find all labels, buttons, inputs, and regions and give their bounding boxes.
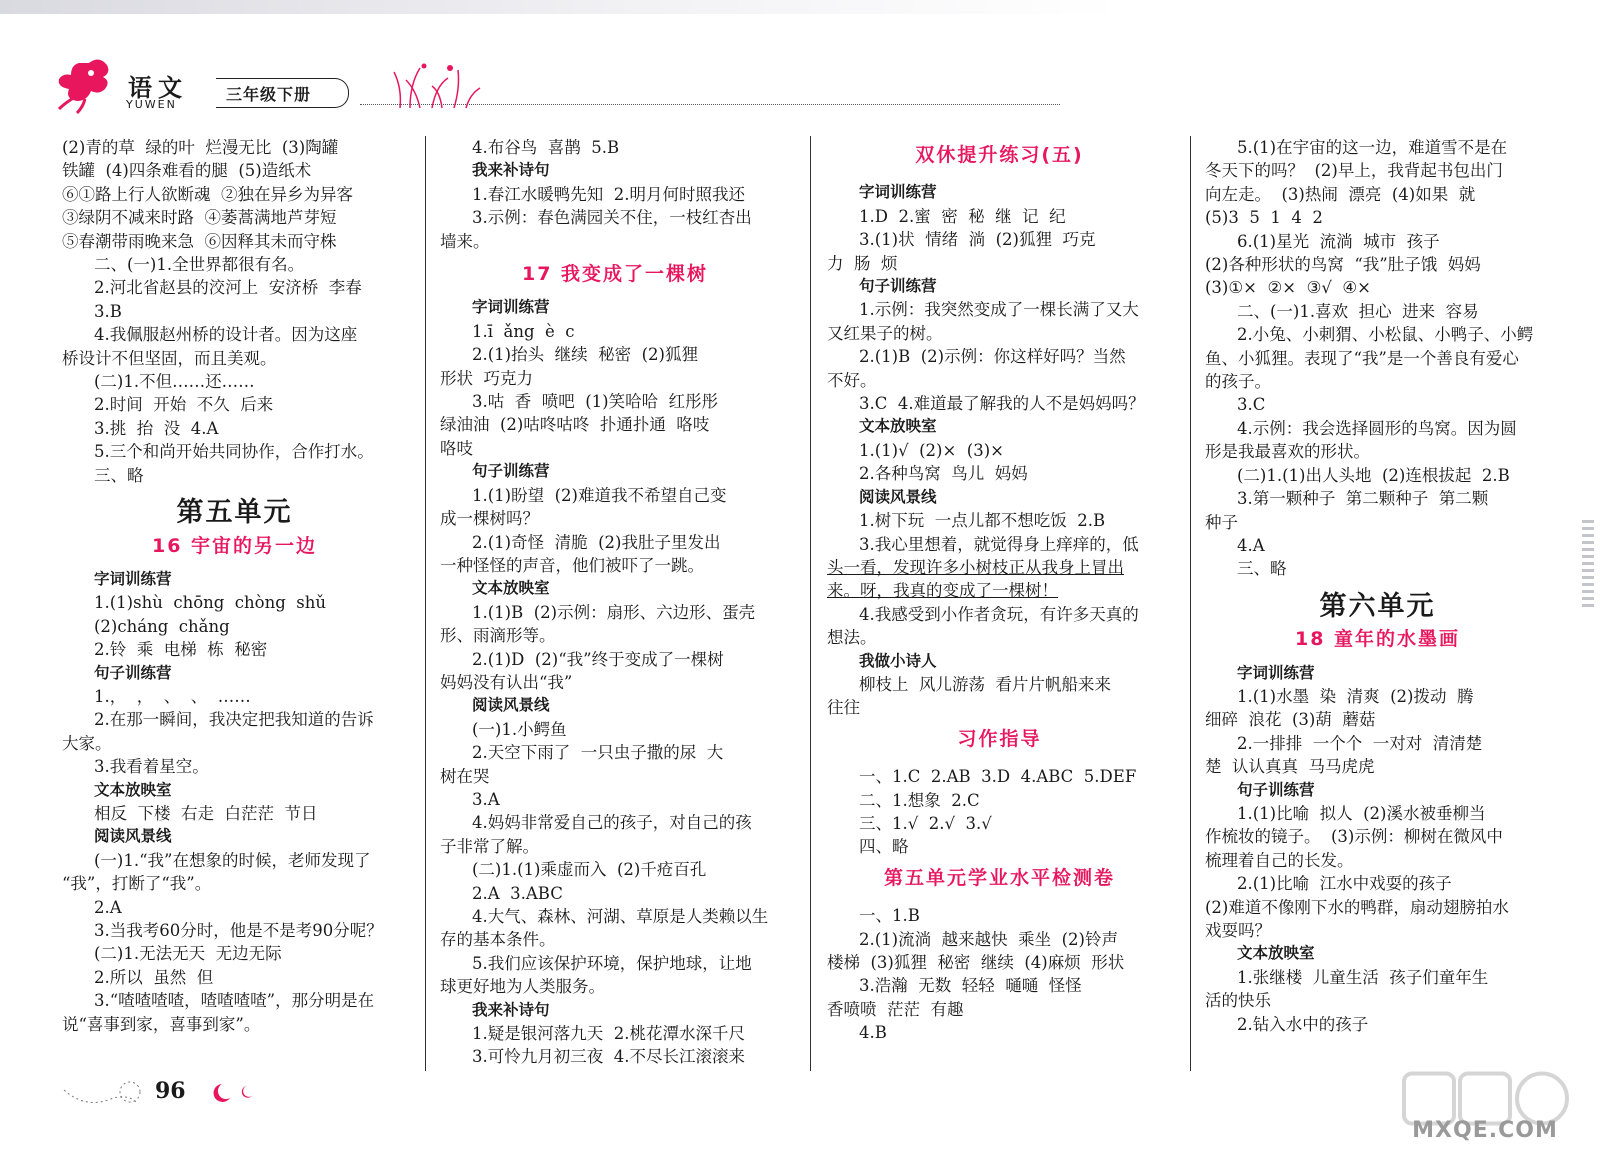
answer-line: 咯吱	[440, 438, 473, 458]
subsection-heading: 文本放映室	[472, 579, 550, 598]
answer-line: 形、雨滴形等。	[440, 626, 556, 646]
footer-swirl-icon	[62, 1070, 152, 1115]
answer-line: 3.可怜九月初三夜 4.不尽长江滚滚来	[472, 1047, 745, 1067]
watermark-url: MXQE.COM	[1412, 1118, 1558, 1143]
answer-line: 子非常了解。	[440, 836, 539, 856]
answer-line: 楼梯 (3)狐狸 秘密 继续 (4)麻烦 形状	[827, 953, 1125, 972]
answer-line: 又红果子的树。	[827, 323, 943, 343]
subsection-heading: 字词训练营	[859, 183, 937, 202]
answer-line: (2)cháng chǎng	[94, 616, 230, 636]
answer-line: 1.(1)B (2)示例：扇形、六边形、蛋壳	[472, 602, 756, 622]
answer-line: (二)1.(1)出人头地 (2)连根拔起 2.B	[1237, 465, 1510, 485]
answer-line: 4.我佩服赵州桥的设计者。因为这座	[94, 325, 358, 345]
answer-line: 2.各种鸟窝 鸟儿 妈妈	[859, 464, 1028, 484]
subsection-heading: 文本放映室	[859, 417, 937, 436]
moon-decoration-icon	[208, 1080, 268, 1104]
answer-line: 头一看，发现许多小树枝正从我身上冒出	[827, 557, 1124, 577]
subsection-heading: 阅读风景线	[472, 696, 550, 715]
answer-line: 1.ī ǎng è c	[472, 321, 575, 341]
answer-line: 香喷喷 茫茫 有趣	[827, 999, 964, 1019]
answer-line: 4.大气、森林、河湖、草原是人类赖以生	[472, 907, 769, 926]
answer-line: 3.浩瀚 无数 轻轻 嗵嗵 怪怪	[859, 976, 1082, 996]
column-divider	[1190, 136, 1191, 1071]
answer-line: 球更好地为人类服务。	[440, 977, 605, 997]
subsection-heading: 阅读风景线	[859, 487, 937, 506]
unit-heading: 第六单元	[1319, 590, 1436, 622]
answer-line: 3.B	[94, 301, 122, 321]
answer-line: 墙来。	[440, 231, 490, 251]
subsection-heading: 句子训练营	[1237, 780, 1315, 799]
answer-line: 铁罐 (4)四条难看的腿 (5)造纸术	[62, 161, 312, 181]
subsection-heading: 句子训练营	[94, 663, 172, 682]
answer-line: 2.(1)B (2)示例：你这样好吗？当然	[859, 347, 1126, 367]
lesson-heading: 17 我变成了一棵树	[521, 263, 709, 286]
answer-line: 2.铃 乘 电梯 栋 秘密	[94, 640, 268, 660]
answer-line: 3.当我考60分时，他是不是考90分呢？	[94, 921, 383, 940]
answer-line: 1.树下玩 一点儿都不想吃饭 2.B	[859, 511, 1106, 531]
column-divider	[810, 136, 811, 1071]
lesson-heading: 18 童年的水墨画	[1294, 628, 1461, 651]
answer-line: 1.， ， 、 、 ……	[94, 686, 251, 706]
answer-line: 2.天空下雨了 一只虫子撒的尿 大	[472, 743, 724, 763]
answer-line: 大家。	[62, 733, 112, 753]
answer-line: 4.布谷鸟 喜鹊 5.B	[472, 138, 620, 157]
answer-line: (2)青的草 绿的叶 烂漫无比 (3)陶罐	[62, 138, 339, 157]
answer-line: 一、1.C 2.AB 3.D 4.ABC 5.DEF	[859, 767, 1137, 787]
answer-line: ③绿阴不减来时路 ④萎蒿满地芦芽短	[62, 208, 337, 228]
answer-line: 3.第一颗种子 第二颗种子 第二颗	[1237, 489, 1489, 509]
answer-line: (一)1.“我”在想象的时候，老师发现了	[94, 850, 371, 870]
answer-line: 2.(1)D (2)“我”终于变成了一棵树	[472, 649, 724, 669]
answer-line: 2.A 3.ABC	[472, 883, 563, 903]
answer-line: 往往	[827, 698, 860, 718]
answer-line: (一)1.小鳄鱼	[472, 719, 567, 739]
answer-column-3	[827, 136, 1172, 1045]
subsection-heading: 字词训练营	[94, 569, 172, 588]
answer-column-2	[440, 136, 790, 1069]
answer-line: 3.咕 香 喷吧 (1)笑哈哈 红彤彤	[472, 392, 719, 412]
answer-line: 3.C 4.难道最了解我的人不是妈妈吗？	[859, 394, 1145, 414]
answer-line: 3.A	[472, 789, 500, 809]
grass-decoration-icon	[380, 60, 520, 110]
answer-line: 活的快乐	[1205, 991, 1271, 1011]
answer-line: (二)1.不但……还……	[94, 372, 255, 392]
answer-line: 3.示例：春色满园关不住，一枝红杏出	[472, 208, 752, 228]
answer-line: 2.时间 开始 不久 后来	[94, 395, 274, 415]
answer-line: 戏耍吗？	[1205, 921, 1271, 940]
answer-line: 绿油油 (2)咕咚咕咚 扑通扑通 咯吱	[440, 415, 710, 435]
answer-line: 2.小兔、小刺猬、小松鼠、小鸭子、小鳄	[1237, 325, 1534, 345]
answer-line: (2)难道不像刚下水的鸭群，扇动翅膀拍水	[1205, 897, 1509, 917]
page-edge-mark	[1582, 520, 1594, 610]
lesson-heading: 16 宇宙的另一边	[151, 534, 318, 557]
mascot-logo-icon	[55, 55, 125, 115]
answer-line: 不好。	[827, 370, 877, 390]
answer-line: 说“喜事到家，喜事到家”。	[62, 1014, 261, 1034]
answer-line: “我”，打断了“我”。	[62, 874, 212, 894]
subsection-heading: 文本放映室	[94, 780, 172, 799]
subsection-heading: 我做小诗人	[859, 651, 937, 670]
answer-line: (3)①× ②× ③√ ④×	[1205, 278, 1371, 298]
answer-line: 想法。	[827, 628, 877, 648]
answer-line: 相反 下楼 右走 白茫茫 节日	[94, 803, 318, 823]
answer-line: 4.A	[1237, 535, 1265, 555]
header-rule	[360, 104, 1060, 105]
answer-line: 向左走。 (3)热闹 漂亮 (4)如果 就	[1205, 184, 1476, 204]
answer-line: 1.疑是银河落九天 2.桃花潭水深千尺	[472, 1024, 745, 1044]
answer-line: 三、1.√ 2.√ 3.√	[859, 813, 992, 833]
answer-line: 三、略	[1237, 559, 1287, 579]
answer-line: 形状 巧克力	[440, 368, 533, 388]
subject-title: 语文	[128, 74, 188, 102]
answer-line: 1.(1)比喻 拟人 (2)溪水被垂柳当	[1237, 803, 1486, 823]
answer-line: 2.(1)比喻 江水中戏耍的孩子	[1237, 874, 1452, 894]
answer-line: (二)1.(1)乘虚而入 (2)千疮百孔	[472, 860, 707, 880]
answer-line: 成一棵树吗？	[440, 509, 539, 529]
answer-line: 2.A	[94, 897, 122, 917]
answer-line: 5.(1)在宇宙的这一边，难道雪不是在	[1237, 138, 1508, 157]
subsection-heading: 句子训练营	[472, 462, 550, 481]
answer-line: 的孩子。	[1205, 372, 1271, 392]
answer-line: 二、(一)1.喜欢 担心 进来 容易	[1237, 301, 1479, 321]
answer-line: 妈妈没有认出“我”	[440, 672, 573, 692]
top-shade	[0, 0, 1600, 14]
answer-line: 来。呀，我真的变成了一棵树！	[827, 581, 1058, 601]
answer-line: 1.(1)shù chōng chòng shǔ	[94, 593, 327, 613]
answer-line: 二、1.想象 2.C	[859, 790, 980, 810]
answer-line: 2.所以 虽然 但	[94, 967, 214, 987]
answer-line: (二)1.无法无天 无边无际	[94, 944, 282, 964]
answer-line: 二、(一)1.全世界都很有名。	[94, 255, 305, 275]
answer-line: 3.C	[1237, 395, 1266, 415]
subsection-heading: 我来补诗句	[472, 161, 550, 180]
answer-line: 2.(1)奇怪 清脆 (2)我肚子里发出	[472, 532, 721, 552]
answer-line: 1.春江水暖鸭先知 2.明月何时照我还	[472, 184, 745, 204]
answer-line: 4.B	[859, 1023, 887, 1043]
answer-column-4	[1205, 136, 1550, 1036]
answer-line: 1.D 2.蜜 密 秘 继 记 纪	[859, 206, 1066, 226]
section-heading: 第五单元学业水平检测卷	[883, 866, 1115, 889]
subsection-heading: 阅读风景线	[94, 827, 172, 846]
answer-line: 2.(1)抬头 继续 秘密 (2)狐狸	[472, 345, 698, 365]
answer-line: 2.河北省赵县的洨河上 安济桥 李春	[94, 278, 362, 298]
page-header	[0, 0, 1600, 120]
answer-line: 桥设计不但坚固，而且美观。	[62, 348, 277, 368]
answer-line: 形是我最喜欢的形状。	[1205, 442, 1370, 462]
subsection-heading: 句子训练营	[859, 277, 937, 296]
answer-line: 3.我看着星空。	[94, 757, 209, 777]
answer-line: 楚 认认真真 马马虎虎	[1205, 757, 1375, 777]
answer-line: 6.(1)星光 流淌 城市 孩子	[1237, 231, 1440, 251]
answer-line: 鱼、小狐狸。表现了“我”是一个善良有爱心	[1205, 348, 1519, 368]
answer-line: (5)3 5 1 4 2	[1205, 208, 1323, 228]
answer-line: 4.我感受到小作者贪玩，有许多天真的	[859, 604, 1139, 624]
answer-line: 4.妈妈非常爱自己的孩子，对自己的孩	[472, 813, 752, 833]
answer-line: 3.挑 抬 没 4.A	[94, 418, 219, 438]
answer-line: 5.三个和尚开始共同协作，合作打水。	[94, 442, 374, 462]
section-heading: 习作指导	[957, 727, 1042, 750]
answer-line: 4.示例：我会选择圆形的鸟窝。因为圆	[1237, 418, 1517, 438]
subsection-heading: 文本放映室	[1237, 944, 1315, 963]
answer-line: 2.在那一瞬间，我决定把我知道的告诉	[94, 710, 374, 730]
answer-line: 存的基本条件。	[440, 930, 556, 950]
answer-line: 1.(1)√ (2)× (3)×	[859, 440, 1005, 460]
answer-line: 3.我心里想着，就觉得身上痒痒的，低	[859, 534, 1139, 554]
answer-line: 3.(1)状 情绪 淌 (2)狐狸 巧克	[859, 230, 1096, 250]
grade-label: 三年级下册	[226, 85, 312, 104]
answer-line: 作梳妆的镜子。 (3)示例：柳树在微风中	[1205, 827, 1503, 847]
answer-line: 三、略	[94, 465, 144, 485]
answer-line: 1.(1)盼望 (2)难道我不希望自己变	[472, 485, 727, 505]
page-number: 96	[155, 1078, 186, 1104]
answer-line: 四、略	[859, 837, 909, 857]
answer-line: 5.我们应该保护环境，保护地球，让地	[472, 953, 752, 973]
subsection-heading: 字词训练营	[472, 298, 550, 317]
answer-line: 树在哭	[440, 766, 490, 786]
answer-line: 3.“喳喳喳喳，喳喳喳喳”，那分明是在	[94, 991, 375, 1011]
answer-line: 种子	[1205, 512, 1238, 532]
answer-line: 2.钻入水中的孩子	[1237, 1014, 1369, 1034]
answer-line: ⑤春潮带雨晚来急 ⑥因释其未而守株	[62, 231, 337, 251]
answer-line: (2)各种形状的鸟窝 “我”肚子饿 妈妈	[1205, 255, 1481, 275]
answer-line: 1.示例：我突然变成了一棵长满了又大	[859, 300, 1139, 320]
answer-line: 柳枝上 风儿游荡 看片片帆船来来	[859, 674, 1111, 694]
answer-line: 细碎 浪花 (3)葫 蘑菇	[1205, 710, 1376, 730]
section-heading: 双休提升练习(五)	[915, 144, 1084, 166]
column-divider	[425, 136, 426, 1071]
answer-line: 1.张继楼 儿童生活 孩子们童年生	[1237, 967, 1489, 987]
answer-line: 冬天下的吗？ (2)早上，我背起书包出门	[1205, 161, 1503, 181]
subsection-heading: 我来补诗句	[472, 1000, 550, 1019]
subsection-heading: 字词训练营	[1237, 663, 1315, 682]
subject-pinyin: YUWEN	[126, 98, 177, 111]
answer-line: 2.一排排 一个个 一对对 清清楚	[1237, 733, 1483, 753]
answer-line: 力 肠 烦	[827, 253, 898, 273]
unit-heading: 第五单元	[176, 497, 293, 529]
answer-line: 2.(1)流淌 越来越快 乘坐 (2)铃声	[859, 929, 1118, 949]
answer-line: 1.(1)水墨 染 清爽 (2)拨动 腾	[1237, 686, 1474, 706]
answer-line: 梳理着自己的长发。	[1205, 850, 1354, 870]
answer-line: ⑥①路上行人欲断魂 ②独在异乡为异客	[62, 184, 353, 204]
answer-line: 一、1.B	[859, 906, 920, 926]
answer-line: 一种怪怪的声音，他们被吓了一跳。	[440, 555, 704, 575]
answer-column-1	[62, 136, 407, 1036]
